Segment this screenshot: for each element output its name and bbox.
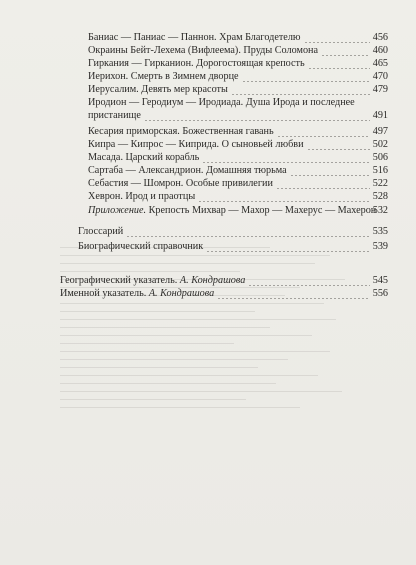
toc-entry: Иерихон. Смерть в Зимнем дворце 470 (88, 71, 388, 82)
toc-entry: Окраины Бейт-Лехема (Вифлеема). Пруды Соломона 460 (88, 45, 388, 56)
toc-entry: Приложение. Крепость Михвар — Махор — Махерус — Махерон 532 (88, 205, 388, 216)
toc-entry: Баниас — Паниас — Паннон. Храм Благодетелю 456 (88, 32, 388, 43)
toc-entry: Географический указатель. А. Кондрашова 545 (60, 275, 388, 286)
toc-entry: Иерусалим. Девять мер красоты 479 (88, 84, 388, 95)
toc-entry: Масада. Царский корабль 506 (88, 152, 388, 163)
toc-entry: Глоссарий 535 (78, 226, 388, 237)
toc-entry: Биографический справочник 539 (78, 241, 388, 252)
toc-entry: Хеврон. Ирод и праотцы 528 (88, 191, 388, 202)
toc-entry: Гиркания — Гирканион. Дорогостоящая крепость 465 (88, 58, 388, 69)
toc-entry-line1: Иродион — Геродиум — Иродиада. Душа Ирода и последнее (88, 97, 355, 108)
toc-entry: Сартаба — Александрион. Домашняя тюрьма 516 (88, 165, 388, 176)
toc-entry: Именной указатель. А. Кондрашова 556 (60, 288, 388, 299)
toc-entry: Себастия — Шомрон. Особые привилегии 522 (88, 178, 388, 189)
toc-entry: Кипра — Кипрос — Киприда. О сыновьей любви 502 (88, 139, 388, 150)
toc-entry: пристанище 491 (88, 110, 388, 121)
toc-entry: Кесария приморская. Божественная гавань 497 (88, 126, 388, 137)
